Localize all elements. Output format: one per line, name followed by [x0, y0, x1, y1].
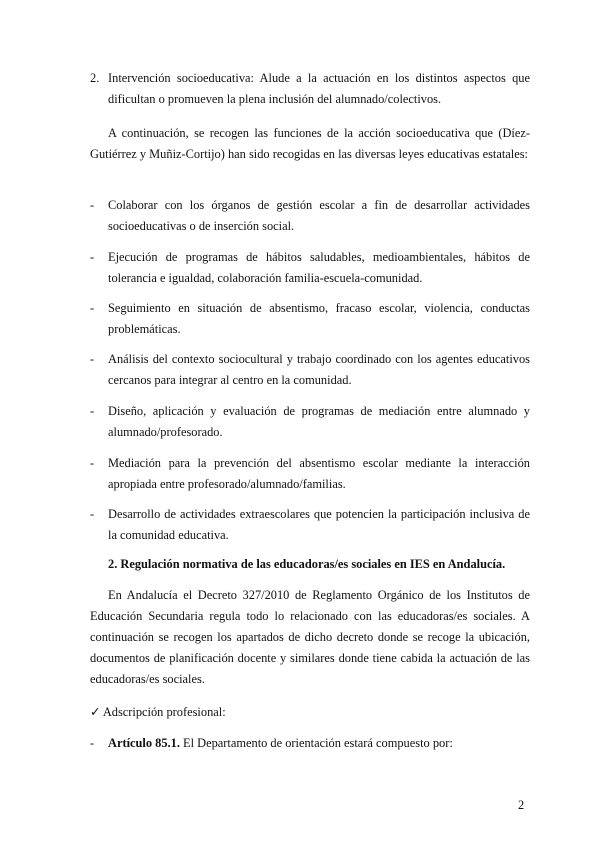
list-item	[90, 401, 530, 443]
check-item	[90, 702, 530, 723]
list-item	[90, 298, 530, 340]
list-marker: 2.	[90, 71, 100, 85]
check-item-text: Adscripción profesional:	[102, 705, 226, 719]
list-item	[90, 504, 530, 546]
list-item	[90, 453, 530, 495]
article-text: El Departamento de orientación estará compuesto por:	[179, 736, 453, 750]
checkmark-icon: ✓	[90, 705, 101, 719]
list-item-text: Mediación para la prevención del absentismo escolar mediante la interacción apropiada entre profesorado/alumnado/familias.	[108, 456, 530, 491]
article-label: Artículo 85.1.	[108, 736, 180, 750]
bullet-marker: -	[90, 250, 95, 264]
section-paragraph: En Andalucía el Decreto 327/2010 de Reglamento Orgánico de los Institutos de Educación Secundaria regula todo lo relacionado con las educadoras/es sociales. A continuación se recogen los apartados de dicho decreto donde se recoge la ubicación, documentos de planificación docente y similares donde tiene cabida la actuación de las educadoras/es sociales.	[90, 588, 530, 686]
bullet-marker: -	[90, 736, 95, 750]
list-item-text: Colaborar con los órganos de gestión escolar a fin de desarrollar actividades socioeducativas o de inserción social.	[108, 198, 530, 233]
bullet-marker: -	[90, 507, 95, 521]
section-heading: 2. Regulación normativa de las educadoras/es sociales en IES en Andalucía.	[108, 557, 506, 571]
list-item-text: Intervención socioeducativa: Alude a la actuación en los distintos aspectos que dificultan o promueven la plena inclusión del alumnado/colectivos.	[108, 71, 530, 106]
bullet-marker: -	[90, 198, 95, 212]
list-item-text: Desarrollo de actividades extraescolares que potencien la participación inclusiva de la comunidad educativa.	[108, 507, 530, 542]
bullet-marker: -	[90, 456, 95, 470]
list-item-text: Seguimiento en situación de absentismo, fracaso escolar, violencia, conductas problemáticas.	[108, 301, 530, 336]
list-item	[90, 247, 530, 289]
list-item	[90, 349, 530, 391]
bullet-marker: -	[90, 301, 95, 315]
list-item	[90, 195, 530, 237]
list-item-text: Diseño, aplicación y evaluación de programas de mediación entre alumnado y alumnado/profesorado.	[108, 404, 530, 439]
intro-paragraph: A continuación, se recogen las funciones de la acción socioeducativa que (Díez-Gutiérrez y Muñiz-Cortijo) han sido recogidas en las diversas leyes educativas estatales:	[90, 126, 530, 161]
numbered-item	[90, 68, 530, 110]
article-item	[90, 733, 530, 754]
list-item-text: Análisis del contexto sociocultural y trabajo coordinado con los agentes educativos cercanos para integrar al centro en la comunidad.	[108, 352, 530, 387]
page-number: 2	[518, 798, 525, 812]
bullet-marker: -	[90, 404, 95, 418]
list-item-text: Ejecución de programas de hábitos saludables, medioambientales, hábitos de tolerancia e igualdad, colaboración familia-escuela-comunidad.	[108, 250, 530, 285]
bullet-marker: -	[90, 352, 95, 366]
